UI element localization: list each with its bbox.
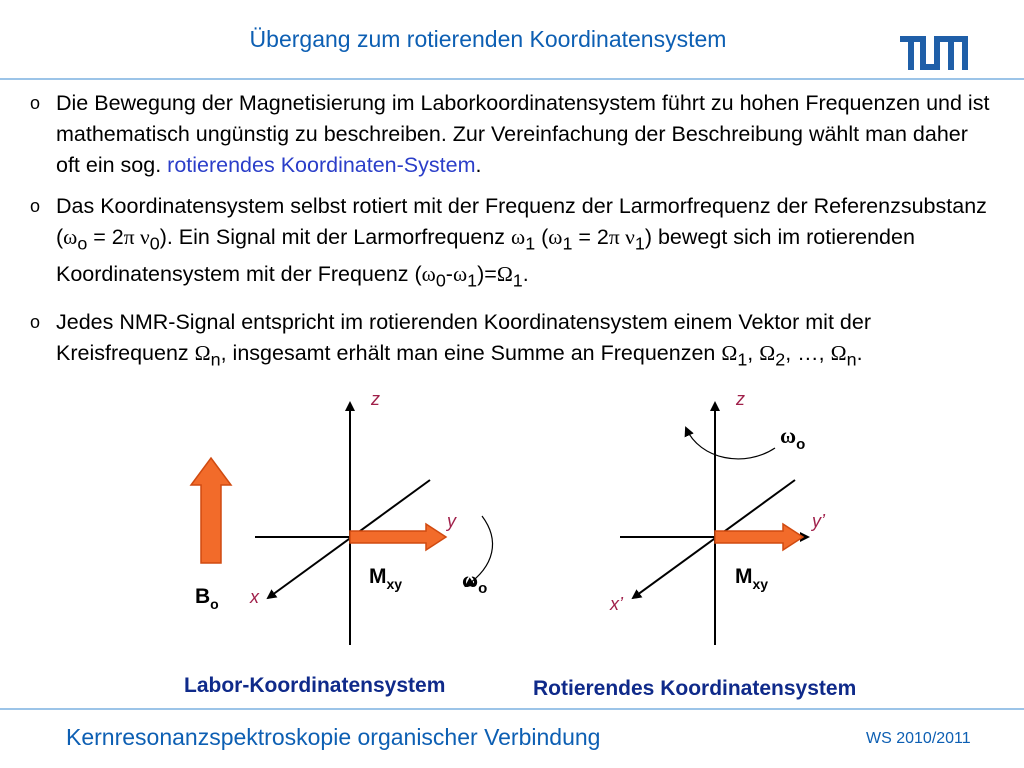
bullet-text: )= bbox=[477, 262, 497, 287]
subscript: 1 bbox=[467, 270, 478, 291]
bullet-marker: o bbox=[30, 196, 41, 216]
capital-omega-symbol: Ω bbox=[194, 340, 211, 365]
rot-vector-label: $M_{xy}$ bbox=[735, 565, 769, 592]
bullet-text: = 2 bbox=[572, 225, 609, 249]
subscript: 1 bbox=[562, 233, 573, 254]
footer-semester: WS 2010/2011 bbox=[866, 730, 971, 747]
subscript: 2 bbox=[775, 348, 786, 369]
slide-title: Übergang zum rotierenden Koordinatensystem bbox=[249, 26, 727, 52]
lab-omega-label: $\omega_o$ bbox=[462, 567, 488, 597]
subscript: 0 bbox=[149, 233, 160, 254]
bullet-text: Das Koordinatensystem selbst rotiert mit der Frequenz der Larmorfrequenz der Referenzsubstanz ( bbox=[56, 194, 987, 249]
capital-omega-symbol: Ω bbox=[759, 340, 776, 365]
bullet-text: ( bbox=[535, 225, 549, 249]
subscript: 1 bbox=[525, 233, 536, 254]
rot-z-label: z bbox=[736, 389, 745, 409]
capital-omega-symbol: Ω bbox=[496, 262, 513, 287]
subscript: n bbox=[846, 348, 857, 369]
lab-frame-diagram bbox=[191, 389, 493, 645]
footer-divider bbox=[0, 708, 1024, 710]
bullet-text: . bbox=[475, 153, 482, 177]
subscript: 1 bbox=[512, 270, 523, 291]
pi-symbol: π bbox=[123, 225, 135, 249]
rotating-frame-diagram bbox=[609, 389, 826, 645]
bullet-text: . bbox=[522, 262, 529, 287]
field-arrow bbox=[191, 458, 231, 563]
omega-symbol: ω bbox=[511, 225, 526, 249]
lab-x-label: x bbox=[250, 587, 259, 607]
bullet-text: - bbox=[445, 262, 453, 287]
rot-rotation-arrow bbox=[686, 428, 775, 459]
omega-symbol: ω bbox=[63, 225, 78, 249]
rotating-frame-caption: Rotierendes Koordinatensystem bbox=[533, 677, 857, 700]
bullet-text: , bbox=[747, 340, 760, 365]
lab-z-label: z bbox=[371, 389, 380, 409]
field-label: $B_o$ bbox=[195, 585, 219, 612]
omega-symbol: ω bbox=[421, 262, 436, 287]
rot-y-label: y’ bbox=[812, 511, 825, 531]
nu-symbol: ν bbox=[619, 225, 635, 249]
footer-course-title: Kernresonanzspektroskopie organischer Verbindung bbox=[66, 724, 601, 750]
omega-symbol: ω bbox=[452, 262, 468, 287]
pi-symbol: π bbox=[608, 225, 620, 249]
bullet-marker: o bbox=[30, 311, 41, 332]
bullet-text: Die Bewegung der Magnetisierung im Laborkoordinatensystem führt zu hohen Frequenzen und ist mathematisch ungünstig zu beschreiben. Zur Vereinfachung der Beschreibung wählt man daher oft ein sog. bbox=[56, 91, 990, 177]
bullet-text: , insgesamt erhält man eine Summe an Frequenzen bbox=[220, 340, 722, 365]
nu-symbol: ν bbox=[134, 225, 150, 249]
subscript: 0 bbox=[435, 270, 446, 291]
subscript: 1 bbox=[737, 348, 748, 369]
lab-vector-label: $M_{xy}$ bbox=[369, 565, 403, 592]
subscript: n bbox=[210, 348, 221, 369]
bullet-text: ). Ein Signal mit der Larmorfrequenz bbox=[159, 225, 512, 249]
subscript: 1 bbox=[634, 233, 645, 254]
omega-symbol: ω bbox=[548, 225, 563, 249]
bullet-text: ) bewegt sich im rotierenden Koordinatensystem mit der Frequenz ( bbox=[56, 225, 915, 287]
lab-y-label: y bbox=[447, 511, 456, 531]
capital-omega-symbol: Ω bbox=[721, 340, 738, 365]
bullet-text: Jedes NMR-Signal entspricht im rotierenden Koordinatensystem einem Vektor mit der Kreisfrequenz bbox=[56, 309, 871, 365]
lab-frame-caption: Labor-Koordinatensystem bbox=[184, 674, 446, 697]
bullet-text: . bbox=[856, 340, 863, 365]
rot-omega-label: $\omega_o$ bbox=[780, 423, 806, 453]
highlight-term: rotierendes Koordinaten-System bbox=[167, 153, 476, 177]
subscript: o bbox=[77, 233, 88, 254]
rot-x-label: x’ bbox=[610, 594, 623, 614]
capital-omega-symbol: Ω bbox=[830, 340, 847, 365]
bullet-marker: o bbox=[30, 93, 41, 113]
bullet-text: , …, bbox=[785, 340, 831, 365]
bullet-text: = 2 bbox=[87, 225, 124, 249]
